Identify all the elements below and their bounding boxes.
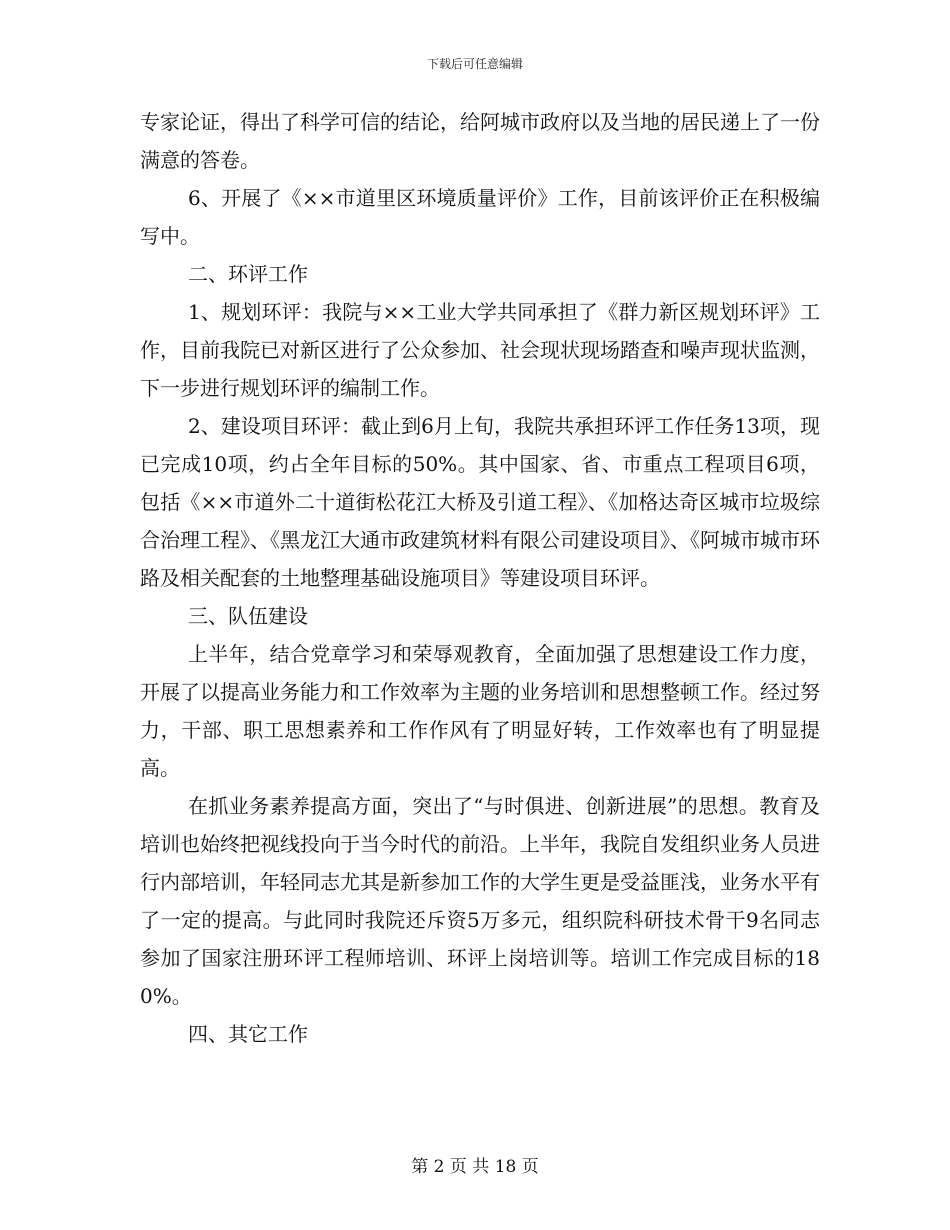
paragraph-continuation: 专家论证，得出了科学可信的结论，给阿城市政府以及当地的居民递上了一份满意的答卷。	[140, 110, 820, 172]
section-heading-other: 四、其它工作	[188, 1022, 308, 1046]
section-heading-team: 三、队伍建设	[188, 604, 308, 628]
paragraph-team-building: 上半年，结合党章学习和荣辱观教育，全面加强了思想建设工作力度，开展了以提高业务能力和工作效率为主题的业务培训和思想整顿工作。经过努力，干部、职工思想素养和工作作风有了明显好转，工作效率也有了明显提高。	[140, 642, 820, 780]
paragraph-project-eia: 2、建设项目环评：截止到6月上旬，我院共承担环评工作任务13项，现已完成10项，约占全年目标的50%。其中国家、省、市重点工程项目6项，包括《××市道外二十道街松花江大桥及引道工程》、《加格达奇区城市垃圾综合治理工程》、《黑龙江大通市政建筑材料有限公司建设项目》、《阿城市城市环路及相关配套的土地整理基础设施项目》等建设项目环评。	[140, 414, 820, 590]
page-number: 第 2 页 共 18 页	[411, 1157, 539, 1177]
paragraph-training: 在抓业务素养提高方面，突出了“与时俱进、创新进展”的思想。教育及培训也始终把视线投向于当今时代的前沿。上半年，我院自发组织业务人员进行内部培训，年轻同志尤其是新参加工作的大学生更是受益匪浅，业务水平有了一定的提高。与此同时我院还斥资5万多元，组织院科研技术骨干9名同志参加了国家注册环评工程师培训、环评上岗培训等。培训工作完成目标的180%。	[140, 794, 820, 1008]
paragraph-planning-eia: 1、规划环评：我院与××工业大学共同承担了《群力新区规划环评》工作，目前我院已对新区进行了公众参加、社会现状现场踏查和噪声现状监测，下一步进行规划环评的编制工作。	[140, 300, 820, 400]
paragraph-item-6: 6、开展了《××市道里区环境质量评价》工作，目前该评价正在积极编写中。	[140, 186, 820, 248]
document-body	[140, 103, 820, 1053]
header-note: 下载后可任意编辑	[426, 57, 523, 71]
section-heading-eia: 二、环评工作	[188, 262, 308, 286]
